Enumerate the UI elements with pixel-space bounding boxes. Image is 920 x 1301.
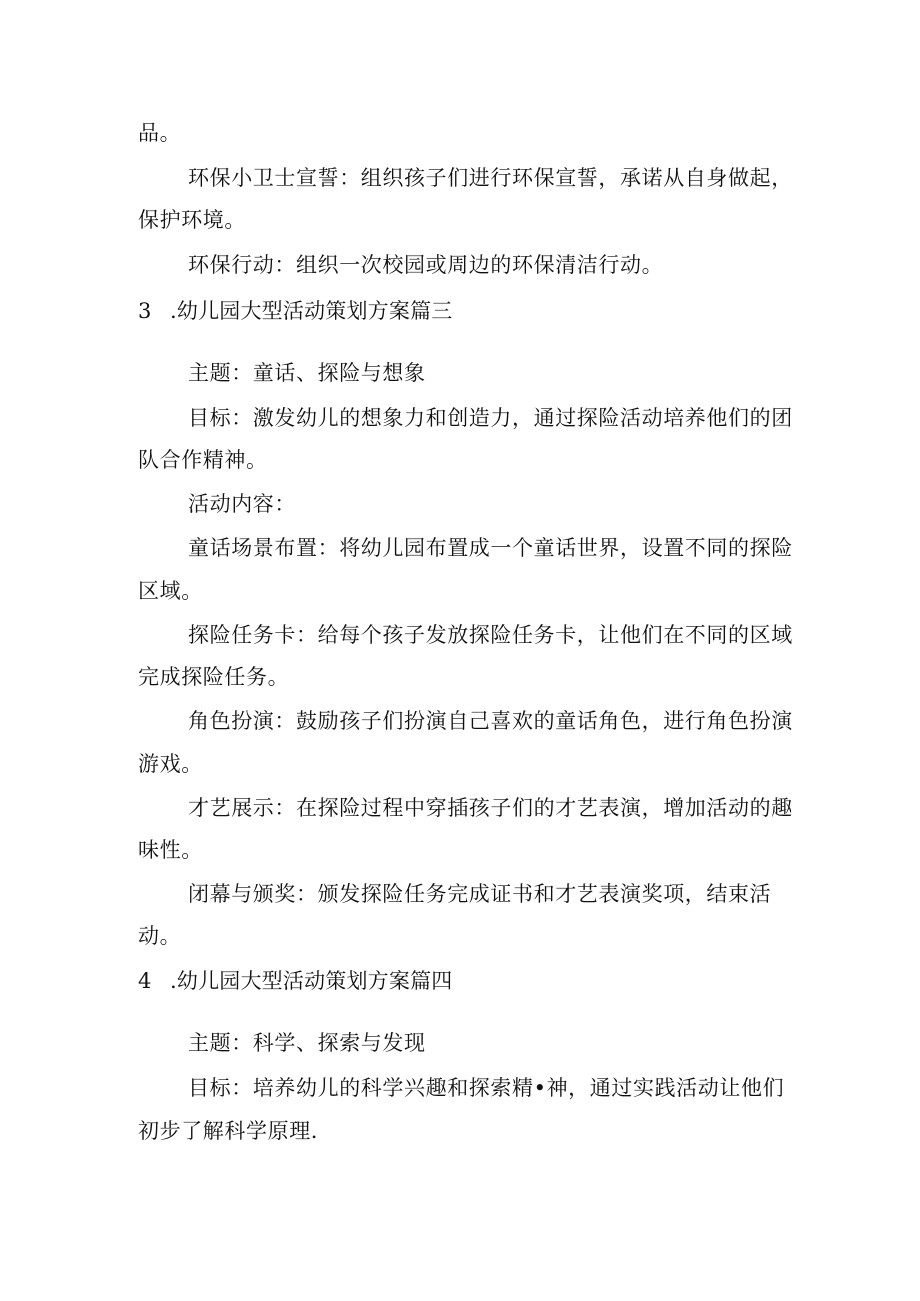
text-line: 动。 xyxy=(138,924,182,948)
section-title: .幼儿园大型活动策划方案篇四 xyxy=(170,969,453,993)
text-line: 队合作精神。 xyxy=(138,448,268,472)
section-title: .幼儿园大型活动策划方案篇三 xyxy=(170,299,453,323)
text-line: 闭幕与颁奖：颁发探险任务完成证书和才艺表演奖项，结束活 xyxy=(188,882,772,906)
text-line: 游戏。 xyxy=(138,752,203,776)
text-line: 主题：科学、探索与发现 xyxy=(188,1031,426,1055)
section-heading-3 xyxy=(138,296,452,326)
text-line: 目标：激发幼儿的想象力和创造力，通过探险活动培养他们的团 xyxy=(188,406,793,430)
text-line: 保护环境。 xyxy=(138,208,246,232)
section-number: 4 xyxy=(138,969,152,993)
text-line: 初步了解科学原理. xyxy=(138,1119,319,1143)
text-line: 目标：培养幼儿的科学兴趣和探索精•神，通过实践活动让他们 xyxy=(188,1076,785,1100)
text-line: 完成探险任务。 xyxy=(138,665,290,689)
text-line: 主题：童话、探险与想象 xyxy=(188,361,426,385)
text-line: 活动内容： xyxy=(188,492,296,516)
text-line: 环保行动：组织一次校园或周边的环保清洁行动。 xyxy=(188,253,664,277)
text-line: 角色扮演：鼓励孩子们扮演自己喜欢的童话角色，进行角色扮演 xyxy=(188,709,793,733)
section-heading-4 xyxy=(138,966,452,996)
text-line: 环保小卫士宣誓：组织孩子们进行环保宣誓，承诺从自身做起， xyxy=(188,166,793,190)
text-line: 味性。 xyxy=(138,838,203,862)
text-line: 探险任务卡：给每个孩子发放探险任务卡，让他们在不同的区域 xyxy=(188,623,793,647)
section-number: 3 xyxy=(138,299,152,323)
text-line: 才艺展示：在探险过程中穿插孩子们的才艺表演，增加活动的趣 xyxy=(188,796,793,820)
text-line: 童话场景布置：将幼儿园布置成一个童话世界，设置不同的探险 xyxy=(188,536,793,560)
text-line: 区域。 xyxy=(138,579,203,603)
text-line: 品。 xyxy=(138,121,182,145)
